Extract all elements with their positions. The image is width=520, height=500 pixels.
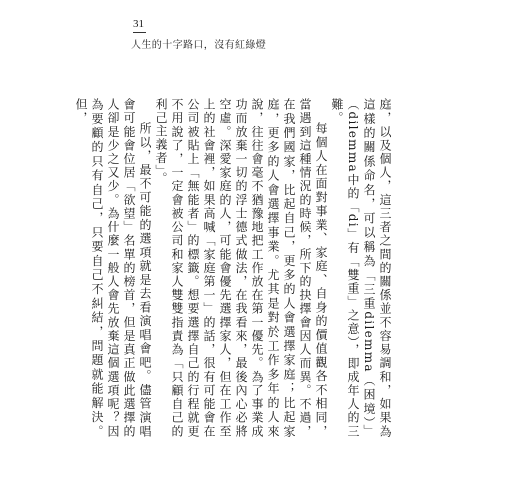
header-rule [133, 32, 146, 33]
running-title: 人生的十字路口，沒有紅綠燈 [131, 40, 267, 51]
paragraph: 每個人在面對事業、家庭、自身的價值觀各不相同，當遇到這種情況的時候，所下的抉擇會因人而異。不過，在我們國家，比起自己，更多的人會選擇家庭；比起家庭，更多的人會選擇事業。尤其是對於工作多年的人來說，往往會毫不猶豫地把工作放在第一優先。為了事業成功而放棄一切的浮士德式做法，在我看來，最後內心必將空虛。深愛家庭的人，可能會優先選擇家人，但在工作至上的社會裡，如果高喊「家庭第一」的話，很有可能會在公司被貼上「無能者」的標籤。想要選擇自己的行程就更不用說了，一定會被公司和家人雙雙指責為「只顧自己的利己主義者」。 [154, 98, 328, 438]
page-number: 31 [133, 18, 144, 30]
paragraph: 所以，最不可能的選項就是去看演唱會吧。儘管演唱會可能會位居「欲望」名單的榜首，但是真正做此選擇的人卻是少之又少。為什麼一般人會先放棄這個選項呢？因為要顧的只有自己，只要自己不糾結，問題就能解決。但， [74, 98, 152, 438]
paragraph: 庭，以及個人，這三者之間的關係並不容易調和，如果為這樣的關係命名，可以稱為「三重dilemma（困境）」（dilemma中的「di」有「雙重」之意），即成年人的三難。 [330, 98, 392, 438]
body-text [74, 98, 393, 438]
